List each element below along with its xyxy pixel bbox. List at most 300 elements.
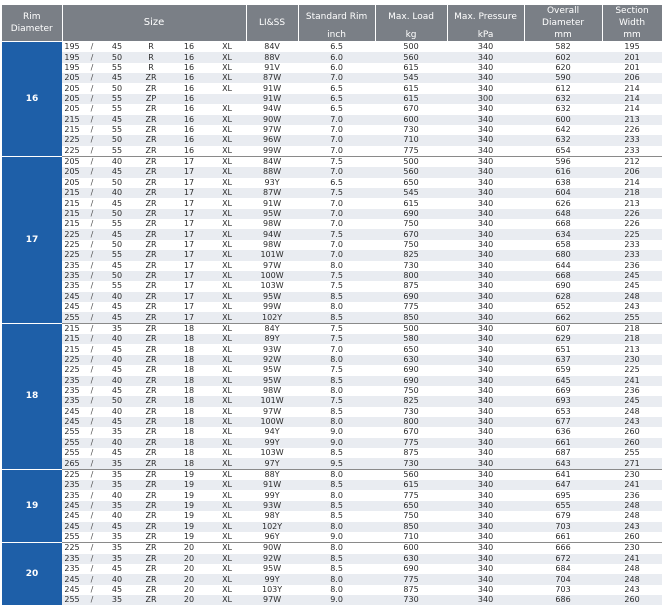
construction-cell: ZR: [145, 365, 157, 375]
construction-cell: ZR: [145, 281, 157, 291]
standard-rim-cell: 8.0: [330, 584, 343, 594]
header-rim-diameter: Rim Diameter: [2, 5, 62, 42]
max-pressure-cell: 340: [477, 584, 494, 594]
section-width-cell: 226: [624, 219, 640, 229]
max-load-cell: 730: [403, 406, 419, 416]
load-type-cell: XL: [222, 83, 232, 93]
width-cell: 225: [62, 355, 82, 365]
load-type-cell: XL: [222, 490, 232, 500]
li-ss-cell: 97W: [263, 260, 282, 270]
load-type-cell: XL: [208, 156, 246, 167]
max-load-cell: 545: [375, 188, 447, 198]
slash-cell: /: [90, 344, 94, 354]
load-type-cell: XL: [208, 554, 246, 564]
construction-cell: ZR: [145, 490, 157, 500]
slash-cell: /: [82, 135, 102, 145]
width-cell: 245: [62, 574, 82, 584]
slash-cell: /: [82, 334, 102, 344]
max-load-cell: 750: [403, 511, 419, 521]
standard-rim-cell: 8.5: [298, 312, 375, 323]
table-row: [2, 167, 662, 177]
table-row: [2, 115, 662, 125]
rim-size-cell: 19: [170, 522, 208, 532]
max-pressure-cell: 340: [477, 198, 494, 208]
section-width-cell: 248: [602, 501, 662, 511]
width-cell: 215: [64, 125, 80, 135]
overall-diameter-cell: 659: [555, 365, 571, 375]
standard-rim-cell: 9.0: [330, 532, 343, 542]
li-ss-cell: 88Y: [246, 469, 298, 480]
load-type-cell: XL: [222, 386, 232, 396]
max-load-cell: 690: [375, 292, 447, 302]
load-type-cell: XL: [208, 595, 246, 605]
table-row: [2, 501, 662, 511]
load-type-cell: XL: [222, 532, 232, 542]
li-ss-cell: 100W: [246, 417, 298, 427]
table-body: [2, 42, 662, 606]
max-pressure-cell: 340: [447, 73, 524, 83]
table-row: [2, 511, 662, 521]
rim-size-cell: 17: [170, 312, 208, 323]
standard-rim-cell: 7.5: [298, 229, 375, 239]
rim-size-cell: 16: [170, 73, 208, 83]
max-pressure-cell: 340: [447, 480, 524, 490]
overall-diameter-cell: 680: [524, 250, 602, 260]
li-ss-cell: 98W: [263, 219, 282, 229]
slash-cell: /: [82, 480, 102, 490]
section-width-cell: 236: [624, 386, 640, 396]
load-type-cell: XL: [222, 104, 232, 114]
standard-rim-cell: 8.5: [330, 564, 343, 574]
width-cell: 235: [64, 386, 80, 396]
overall-diameter-cell: 690: [555, 281, 571, 291]
standard-rim-cell: 9.0: [298, 595, 375, 605]
max-load-cell: 615: [403, 198, 419, 208]
li-ss-cell: 88W: [246, 167, 298, 177]
section-width-cell: 214: [602, 94, 662, 104]
section-width-cell: 225: [602, 229, 662, 239]
section-width-cell: 201: [624, 62, 640, 72]
width-cell: 235: [64, 564, 80, 574]
aspect-ratio-cell: 35: [111, 532, 123, 542]
overall-diameter-cell: 632: [524, 94, 602, 104]
slash-cell: /: [82, 73, 102, 83]
section-width-cell: 248: [624, 511, 640, 521]
header-standard-rim-unit: inch: [298, 29, 375, 42]
max-pressure-cell: 340: [447, 115, 524, 125]
load-type-cell: XL: [222, 365, 232, 375]
table-row: [2, 83, 662, 93]
construction-cell: ZR: [132, 334, 170, 344]
max-pressure-cell: 340: [477, 260, 494, 270]
max-pressure-cell: 340: [447, 469, 524, 480]
max-load-cell: 850: [375, 522, 447, 532]
max-load-cell: 775: [375, 574, 447, 584]
construction-cell: ZR: [132, 229, 170, 239]
construction-cell: ZR: [132, 376, 170, 386]
max-pressure-cell: 340: [447, 334, 524, 344]
load-type-cell: XL: [208, 250, 246, 260]
slash-cell: /: [82, 312, 102, 323]
tire-spec-table: [2, 5, 663, 606]
section-width-cell: 230: [602, 469, 662, 480]
section-width-cell: 243: [602, 417, 662, 427]
overall-diameter-cell: 645: [524, 376, 602, 386]
max-load-cell: 825: [375, 250, 447, 260]
overall-diameter-cell: 590: [524, 73, 602, 83]
overall-diameter-cell: 686: [524, 595, 602, 605]
load-type-cell: XL: [208, 501, 246, 511]
standard-rim-cell: 8.0: [298, 522, 375, 532]
max-pressure-cell: 340: [447, 188, 524, 198]
section-width-cell: 236: [624, 490, 640, 500]
load-type-cell: XL: [208, 458, 246, 469]
table-row: [2, 564, 662, 574]
rim-size-cell: 16: [183, 125, 195, 135]
max-load-cell: 875: [403, 448, 419, 458]
construction-cell: ZR: [145, 240, 157, 249]
table-row: [2, 42, 662, 53]
table-row: [2, 219, 662, 229]
slash-cell: /: [82, 501, 102, 511]
load-type-cell: XL: [222, 219, 232, 229]
rim-size-cell: 18: [170, 323, 208, 334]
li-ss-cell: 92W: [246, 355, 298, 365]
width-cell: 225: [62, 543, 82, 554]
rim-size-cell: 19: [183, 490, 195, 500]
construction-cell: ZR: [132, 209, 170, 219]
max-load-cell: 690: [403, 564, 419, 574]
li-ss-cell: 91W: [246, 94, 298, 104]
construction-cell: ZR: [145, 104, 157, 114]
load-type-cell: XL: [222, 302, 232, 312]
max-load-cell: 710: [403, 532, 419, 542]
li-ss-cell: 102Y: [246, 312, 298, 323]
max-load-cell: 650: [375, 501, 447, 511]
li-ss-cell: 92W: [246, 554, 298, 564]
construction-cell: ZR: [145, 83, 157, 93]
slash-cell: /: [90, 260, 94, 270]
construction-cell: ZR: [145, 260, 157, 270]
max-load-cell: 850: [375, 312, 447, 323]
load-type-cell: XL: [222, 62, 232, 72]
max-load-cell: 730: [403, 260, 419, 270]
load-type-cell: XL: [208, 135, 246, 145]
construction-cell: ZR: [145, 386, 157, 396]
header-overall-diameter: Overall Diameter: [524, 5, 602, 29]
max-pressure-cell: 340: [477, 564, 494, 574]
section-width-cell: 214: [624, 83, 640, 93]
aspect-ratio-cell: 40: [102, 574, 132, 584]
construction-cell: ZR: [145, 584, 157, 594]
overall-diameter-cell: 647: [524, 480, 602, 490]
aspect-ratio-cell: 55: [111, 125, 123, 135]
table-row: [2, 302, 662, 312]
li-ss-cell: 98Y: [264, 511, 280, 521]
aspect-ratio-cell: 50: [102, 52, 132, 62]
width-cell: 235: [62, 480, 82, 490]
max-load-cell: 630: [375, 355, 447, 365]
li-ss-cell: 103W: [260, 281, 284, 291]
header-max-pressure: Max. Pressure: [447, 5, 524, 29]
li-ss-cell: 89Y: [246, 334, 298, 344]
slash-cell: /: [82, 554, 102, 564]
rim-diameter-cell: 18: [2, 323, 62, 469]
max-load-cell: 560: [375, 469, 447, 480]
li-ss-cell: 94W: [263, 104, 282, 114]
construction-cell: ZR: [132, 355, 170, 365]
rim-diameter-cell: 19: [2, 469, 62, 543]
width-cell: 245: [62, 417, 82, 427]
load-type-cell: XL: [222, 145, 232, 155]
aspect-ratio-cell: 45: [111, 344, 123, 354]
max-pressure-cell: 340: [447, 271, 524, 281]
table-row: [2, 595, 662, 605]
standard-rim-cell: 7.0: [298, 167, 375, 177]
overall-diameter-cell: 661: [524, 438, 602, 448]
load-type-cell: XL: [208, 334, 246, 344]
section-width-cell: 214: [624, 177, 640, 187]
max-pressure-cell: 340: [477, 83, 494, 93]
construction-cell: ZR: [132, 188, 170, 198]
load-type-cell: XL: [222, 198, 232, 208]
aspect-ratio-cell: 40: [111, 490, 123, 500]
table-row: [2, 250, 662, 260]
width-cell: 205: [64, 83, 80, 93]
width-cell: 255: [64, 448, 80, 458]
standard-rim-cell: 7.5: [298, 334, 375, 344]
max-pressure-cell: 340: [447, 229, 524, 239]
table-row: [2, 543, 662, 554]
aspect-ratio-cell: 55: [111, 62, 123, 72]
header-max-load-unit: kg: [375, 29, 447, 42]
section-width-cell: 214: [624, 104, 640, 114]
section-width-cell: 218: [602, 323, 662, 334]
max-load-cell: 670: [403, 427, 419, 437]
max-load-cell: 690: [403, 365, 419, 375]
table-row: [2, 240, 662, 250]
table-row: [2, 334, 662, 344]
slash-cell: /: [82, 522, 102, 532]
header-li-ss: LI&SS: [246, 5, 298, 42]
slash-cell: /: [82, 574, 102, 584]
max-pressure-cell: 340: [447, 543, 524, 554]
slash-cell: /: [82, 156, 102, 167]
load-type-cell: XL: [208, 574, 246, 584]
rim-size-cell: 17: [170, 292, 208, 302]
standard-rim-cell: 8.0: [330, 386, 343, 396]
construction-cell: ZR: [132, 554, 170, 564]
aspect-ratio-cell: 55: [102, 94, 132, 104]
table-row: [2, 52, 662, 62]
width-cell: 205: [62, 73, 82, 83]
rim-size-cell: 19: [170, 501, 208, 511]
max-pressure-cell: 340: [477, 511, 494, 521]
standard-rim-cell: 8.5: [330, 406, 343, 416]
max-pressure-cell: 340: [447, 574, 524, 584]
slash-cell: /: [90, 177, 94, 187]
section-width-cell: 245: [624, 281, 640, 291]
load-type-cell: XL: [222, 42, 232, 52]
aspect-ratio-cell: 45: [111, 42, 123, 52]
rim-size-cell: 16: [170, 135, 208, 145]
slash-cell: /: [90, 219, 94, 229]
construction-cell: ZR: [132, 135, 170, 145]
overall-diameter-cell: 648: [524, 209, 602, 219]
rim-size-cell: 16: [170, 52, 208, 62]
slash-cell: /: [82, 458, 102, 469]
width-cell: 265: [62, 458, 82, 469]
slash-cell: /: [82, 292, 102, 302]
max-load-cell: 825: [375, 396, 447, 406]
section-width-cell: 260: [602, 438, 662, 448]
li-ss-cell: 87W: [246, 73, 298, 83]
max-pressure-cell: 340: [477, 62, 494, 72]
tire-spec-table-container: [2, 5, 662, 606]
max-pressure-cell: 340: [477, 490, 494, 500]
li-ss-cell: 93W: [246, 501, 298, 511]
width-cell: 215: [62, 334, 82, 344]
standard-rim-cell: 8.5: [330, 448, 343, 458]
standard-rim-cell: 7.5: [298, 271, 375, 281]
max-load-cell: 615: [403, 83, 419, 93]
section-width-cell: 248: [624, 564, 640, 574]
li-ss-cell: 99W: [263, 302, 282, 312]
overall-diameter-cell: 629: [524, 334, 602, 344]
li-ss-cell: 88V: [246, 52, 298, 62]
aspect-ratio-cell: 40: [102, 438, 132, 448]
width-cell: 245: [64, 584, 80, 594]
construction-cell: R: [132, 52, 170, 62]
construction-cell: ZR: [145, 532, 157, 542]
aspect-ratio-cell: 50: [102, 271, 132, 281]
width-cell: 195: [64, 42, 80, 52]
width-cell: 225: [64, 365, 80, 375]
slash-cell: /: [82, 438, 102, 448]
max-pressure-cell: 300: [447, 94, 524, 104]
max-pressure-cell: 340: [447, 522, 524, 532]
li-ss-cell: 103Y: [261, 584, 283, 594]
load-type-cell: XL: [208, 167, 246, 177]
rim-size-cell: 17: [183, 281, 195, 291]
aspect-ratio-cell: 35: [102, 480, 132, 490]
load-type-cell: XL: [208, 417, 246, 427]
slash-cell: /: [82, 417, 102, 427]
construction-cell: R: [148, 62, 154, 72]
overall-diameter-cell: 687: [555, 448, 571, 458]
li-ss-cell: 100W: [246, 271, 298, 281]
width-cell: 255: [62, 312, 82, 323]
slash-cell: /: [90, 42, 94, 52]
aspect-ratio-cell: 40: [102, 156, 132, 167]
standard-rim-cell: 8.5: [298, 480, 375, 490]
table-row: [2, 396, 662, 406]
rim-size-cell: 17: [170, 167, 208, 177]
rim-size-cell: 18: [170, 334, 208, 344]
slash-cell: /: [90, 564, 94, 574]
standard-rim-cell: 8.0: [330, 302, 343, 312]
table-row: [2, 469, 662, 480]
section-width-cell: 243: [602, 522, 662, 532]
max-load-cell: 875: [403, 584, 419, 594]
li-ss-cell: 94W: [246, 229, 298, 239]
aspect-ratio-cell: 35: [102, 469, 132, 480]
max-pressure-cell: 340: [477, 532, 494, 542]
section-width-cell: 241: [602, 554, 662, 564]
standard-rim-cell: 8.5: [330, 511, 343, 521]
max-load-cell: 775: [403, 145, 419, 155]
max-pressure-cell: 340: [447, 417, 524, 427]
max-pressure-cell: 340: [447, 323, 524, 334]
rim-size-cell: 18: [183, 386, 195, 396]
overall-diameter-cell: 684: [555, 564, 571, 574]
aspect-ratio-cell: 35: [102, 458, 132, 469]
rim-size-cell: 18: [170, 376, 208, 386]
table-row: [2, 104, 662, 114]
standard-rim-cell: 7.0: [298, 115, 375, 125]
construction-cell: ZR: [132, 469, 170, 480]
section-width-cell: 213: [624, 344, 640, 354]
construction-cell: ZR: [145, 177, 157, 187]
max-pressure-cell: 340: [477, 177, 494, 187]
overall-diameter-cell: 666: [524, 543, 602, 554]
width-cell: 255: [62, 438, 82, 448]
standard-rim-cell: 7.0: [298, 250, 375, 260]
li-ss-cell: 91W: [263, 198, 282, 208]
max-load-cell: 580: [375, 334, 447, 344]
rim-size-cell: 19: [170, 469, 208, 480]
table-row: [2, 188, 662, 198]
max-pressure-cell: 340: [447, 250, 524, 260]
header-standard-rim: Standard Rim: [298, 5, 375, 29]
max-pressure-cell: 340: [477, 145, 494, 155]
slash-cell: /: [82, 469, 102, 480]
standard-rim-cell: 6.5: [330, 42, 343, 52]
rim-size-cell: 17: [170, 209, 208, 219]
construction-cell: ZR: [132, 292, 170, 302]
li-ss-cell: 90W: [246, 115, 298, 125]
table-row: [2, 312, 662, 323]
slash-cell: /: [82, 250, 102, 260]
max-pressure-cell: 340: [447, 135, 524, 145]
overall-diameter-cell: 582: [555, 42, 571, 52]
standard-rim-cell: 7.5: [298, 396, 375, 406]
max-pressure-cell: 340: [477, 365, 494, 375]
rim-size-cell: 17: [183, 177, 195, 187]
width-cell: 245: [64, 406, 80, 416]
table-row: [2, 480, 662, 490]
section-width-cell: 225: [624, 365, 640, 375]
overall-diameter-cell: 620: [555, 62, 571, 72]
section-width-cell: 212: [602, 156, 662, 167]
rim-size-cell: 18: [183, 344, 195, 354]
standard-rim-cell: 7.5: [298, 323, 375, 334]
header-overall-diameter-unit: mm: [524, 29, 602, 42]
table-row: [2, 376, 662, 386]
max-load-cell: 750: [403, 386, 419, 396]
table-row: [2, 125, 662, 135]
section-width-cell: 206: [602, 167, 662, 177]
construction-cell: ZR: [132, 417, 170, 427]
li-ss-cell: 101W: [246, 396, 298, 406]
li-ss-cell: 87W: [246, 188, 298, 198]
construction-cell: ZR: [145, 448, 157, 458]
rim-size-cell: 20: [183, 564, 195, 574]
standard-rim-cell: 7.0: [330, 219, 343, 229]
aspect-ratio-cell: 55: [111, 281, 123, 291]
section-width-cell: 218: [602, 188, 662, 198]
width-cell: 215: [62, 209, 82, 219]
